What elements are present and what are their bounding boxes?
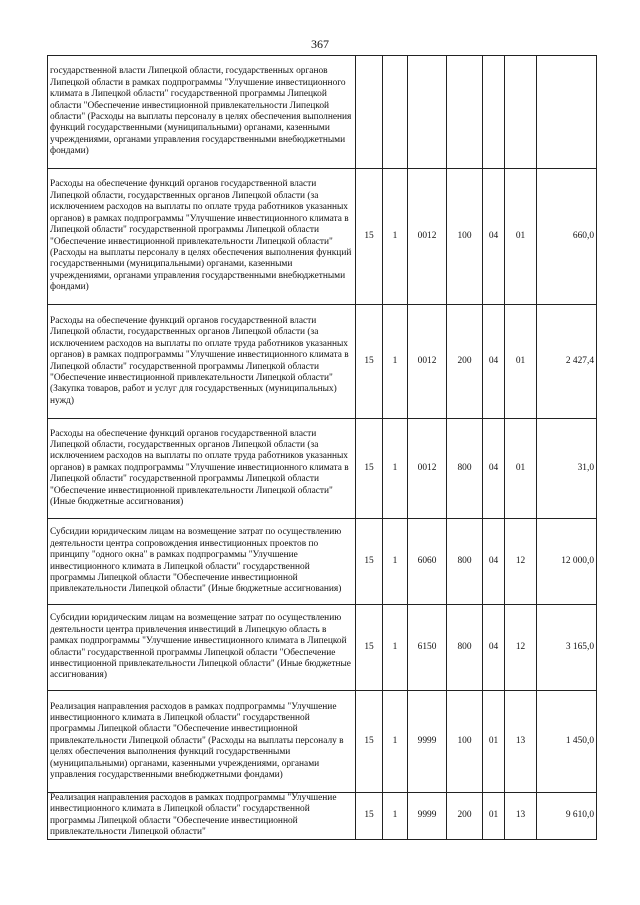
code-direction: 6150 xyxy=(408,605,447,691)
row-description: государственной власти Липецкой области, государственных органов Липецкой области в рамках подпрограммы "Улучшение инвестиционного климата в Липецкой области" государственной программы Липецкой области "Обеспечение инвестиционной привлекательности Липецкой области" (Расходы на выплаты персоналу в целях обеспечения выполнения функций государственными (муниципальными) органами, казенными учреждениями, органами управления государственными внебюджетными фондами) xyxy=(48,56,356,169)
code-subsection xyxy=(505,56,537,169)
code-expense-type: 800 xyxy=(447,419,483,519)
table-row xyxy=(48,419,597,519)
code-direction: 9999 xyxy=(408,793,447,840)
code-direction xyxy=(408,56,447,169)
code-ministry: 15 xyxy=(356,419,383,519)
code-expense-type: 200 xyxy=(447,305,483,419)
code-ministry: 15 xyxy=(356,519,383,605)
code-subprogram: 1 xyxy=(383,519,408,605)
code-subprogram: 1 xyxy=(383,793,408,840)
code-subsection: 01 xyxy=(505,169,537,305)
row-amount: 660,0 xyxy=(537,169,597,305)
table-body xyxy=(48,56,597,840)
code-ministry: 15 xyxy=(356,605,383,691)
code-section: 04 xyxy=(483,305,505,419)
code-section: 04 xyxy=(483,169,505,305)
row-description: Субсидии юридическим лицам на возмещение затрат по осуществлению деятельности центра сопровождения инвестиционных проектов по принципу "одного окна" в рамках подпрограммы "Улучшение инвестиционного климата в Липецкой области" государственной программы Липецкой области "Обеспечение инвестиционной привлекательности Липецкой области" (Иные бюджетные ассигнования) xyxy=(48,519,356,605)
table-row xyxy=(48,169,597,305)
row-description: Реализация направления расходов в рамках подпрограммы "Улучшение инвестиционного климата в Липецкой области" государственной программы Липецкой области "Обеспечение инвестиционной привлекательности Липецкой области" xyxy=(48,793,356,840)
row-description: Расходы на обеспечение функций органов государственной власти Липецкой области, государственных органов Липецкой области (за исключением расходов на выплаты по оплате труда работников указанных органов) в рамках подпрограммы "Улучшение инвестиционного климата в Липецкой области" государственной программы Липецкой области "Обеспечение инвестиционной привлекательности Липецкой области" (Расходы на выплаты персоналу в целях обеспечения выполнения функций государственными (муниципальными) органами, казенными учреждениями, органами управления государственными внебюджетными фондами) xyxy=(48,169,356,305)
table-row xyxy=(48,605,597,691)
code-expense-type: 100 xyxy=(447,691,483,793)
code-section: 01 xyxy=(483,793,505,840)
code-direction: 0012 xyxy=(408,305,447,419)
code-expense-type: 100 xyxy=(447,169,483,305)
row-description: Реализация направления расходов в рамках подпрограммы "Улучшение инвестиционного климата в Липецкой области" государственной программы Липецкой области "Обеспечение инвестиционной привлекательности Липецкой области" (Расходы на выплаты персоналу в целях обеспечения выполнения функций государственными (муниципальными) органами, казенными учреждениями, органами управления государственными внебюджетными фондами) xyxy=(48,691,356,793)
row-amount: 3 165,0 xyxy=(537,605,597,691)
row-amount: 1 450,0 xyxy=(537,691,597,793)
code-direction: 6060 xyxy=(408,519,447,605)
table-row xyxy=(48,305,597,419)
row-description: Расходы на обеспечение функций органов государственной власти Липецкой области, государственных органов Липецкой области (за исключением расходов на выплаты по оплате труда работников указанных органов) в рамках подпрограммы "Улучшение инвестиционного климата в Липецкой области" государственной программы Липецкой области "Обеспечение инвестиционной привлекательности Липецкой области" (Иные бюджетные ассигнования) xyxy=(48,419,356,519)
code-section: 01 xyxy=(483,691,505,793)
page-number: 367 xyxy=(311,37,329,51)
code-ministry: 15 xyxy=(356,691,383,793)
code-subsection: 13 xyxy=(505,793,537,840)
row-description: Субсидии юридическим лицам на возмещение затрат по осуществлению деятельности центра привлечения инвестиций в Липецкую область в рамках подпрограммы "Улучшение инвестиционного климата в Липецкой области" государственной программы Липецкой области "Обеспечение инвестиционной привлекательности Липецкой области" (Иные бюджетные ассигнования) xyxy=(48,605,356,691)
code-subsection: 12 xyxy=(505,519,537,605)
code-ministry: 15 xyxy=(356,793,383,840)
code-expense-type: 800 xyxy=(447,519,483,605)
code-section xyxy=(483,56,505,169)
code-subsection: 01 xyxy=(505,305,537,419)
table-row xyxy=(48,691,597,793)
table-row xyxy=(48,56,597,169)
row-amount: 12 000,0 xyxy=(537,519,597,605)
code-section: 04 xyxy=(483,605,505,691)
code-section: 04 xyxy=(483,519,505,605)
table-row xyxy=(48,793,597,840)
code-direction: 9999 xyxy=(408,691,447,793)
code-subsection: 13 xyxy=(505,691,537,793)
code-expense-type xyxy=(447,56,483,169)
code-subsection: 01 xyxy=(505,419,537,519)
row-amount: 31,0 xyxy=(537,419,597,519)
code-direction: 0012 xyxy=(408,169,447,305)
row-description: Расходы на обеспечение функций органов государственной власти Липецкой области, государственных органов Липецкой области (за исключением расходов на выплаты по оплате труда работников указанных органов) в рамках подпрограммы "Улучшение инвестиционного климата в Липецкой области" государственной программы Липецкой области "Обеспечение инвестиционной привлекательности Липецкой области" (Закупка товаров, работ и услуг для государственных (муниципальных) нужд) xyxy=(48,305,356,419)
code-ministry: 15 xyxy=(356,305,383,419)
code-expense-type: 200 xyxy=(447,793,483,840)
table-row xyxy=(48,519,597,605)
code-subprogram: 1 xyxy=(383,169,408,305)
code-subprogram xyxy=(383,56,408,169)
code-subsection: 12 xyxy=(505,605,537,691)
code-subprogram: 1 xyxy=(383,419,408,519)
code-subprogram: 1 xyxy=(383,691,408,793)
code-ministry xyxy=(356,56,383,169)
code-subprogram: 1 xyxy=(383,305,408,419)
code-expense-type: 800 xyxy=(447,605,483,691)
row-amount: 2 427,4 xyxy=(537,305,597,419)
code-ministry: 15 xyxy=(356,169,383,305)
row-amount: 9 610,0 xyxy=(537,793,597,840)
row-amount xyxy=(537,56,597,169)
code-section: 04 xyxy=(483,419,505,519)
code-subprogram: 1 xyxy=(383,605,408,691)
code-direction: 0012 xyxy=(408,419,447,519)
budget-table xyxy=(47,55,597,840)
